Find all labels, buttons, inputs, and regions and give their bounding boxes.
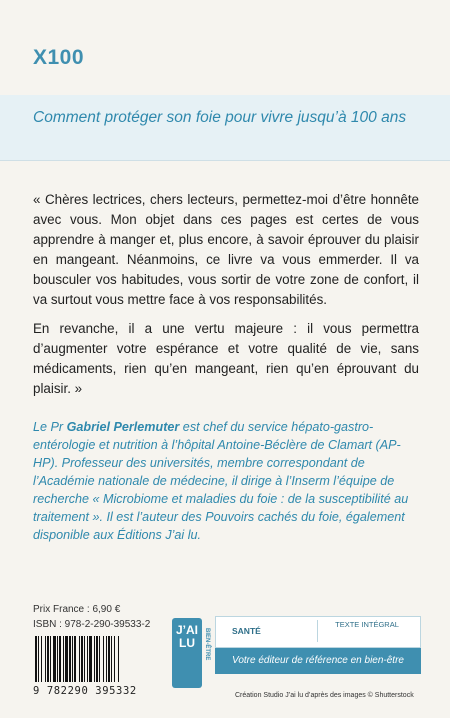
book-subtitle: Comment protéger son foie pour vivre jusqu’à 100 ans <box>33 109 407 126</box>
barcode-bar <box>59 636 61 682</box>
barcode-bar <box>111 636 112 682</box>
category-sante: SANTÉ <box>232 626 261 636</box>
series-title: X100 <box>33 46 85 69</box>
barcode-bar <box>108 636 110 682</box>
barcode-bar <box>63 636 64 682</box>
publisher-logo <box>172 618 210 688</box>
barcode-bar <box>47 636 49 682</box>
barcode-bar <box>69 636 71 682</box>
author-quote <box>33 190 419 408</box>
logo-text: J’AI LU <box>175 623 198 650</box>
barcode-bar <box>103 636 104 682</box>
barcode-bar <box>38 636 39 682</box>
quote-paragraph-1: « Chères lectrices, chers lecteurs, permettez-moi d’être honnête avec vous. Mon objet dans ces pages est certes de vous apprendre à manger et, plus encore, à savoir éprouver du plaisir en mangeant. Néanmoins, ce livre va vous emmerder. Il va bousculer vos habitudes, vous sortir de votre zone de confort, il va surtout vous mettre face à vos responsabilités. <box>33 192 419 307</box>
quote-paragraph-2: En revanche, il a une vertu majeure : il vous permettra d’augmenter votre espérance et votre qualité de vie, sans médicaments, rien qu’en mangeant, rien qu’en éprouvant du plaisir. » <box>33 321 419 396</box>
barcode-bar <box>99 636 100 682</box>
barcode-bar <box>84 636 85 682</box>
category-divider <box>317 620 318 642</box>
barcode-bar <box>41 636 42 682</box>
barcode-bar <box>50 636 51 682</box>
barcode-bar <box>118 636 119 682</box>
author-bio <box>33 418 419 544</box>
divider <box>0 160 450 161</box>
barcode-bar <box>87 636 88 682</box>
bio-text: est chef du service hépato-gastro-entérologie et nutrition à l’hôpital Antoine-Béclère de Clamart (AP-HP). Professeur des universités, membre correspondant de l’Académie nationale de médecine, il dirige à l’Inserm l’équipe de recherche « Microbiome et maladies du foie : de la susceptibilité au traitement ». Il est l’auteur des Pouvoirs cachés du foie, également disponible aux Éditions J’ai lu. <box>33 420 409 542</box>
barcode-bar <box>79 636 80 682</box>
barcode-bar <box>106 636 107 682</box>
logo-tagline: BIEN-ÊTRE <box>204 628 210 661</box>
price-label: Prix France : 6,90 € <box>33 604 121 615</box>
author-name: Gabriel Perlemuter <box>66 420 180 434</box>
barcode-bar <box>89 636 92 682</box>
barcode-bar <box>65 636 68 682</box>
image-credit: Création Studio J’ai lu d’après des images © Shutterstock <box>235 692 414 699</box>
barcode-bar <box>53 636 56 682</box>
bio-prefix: Le Pr <box>33 420 67 434</box>
barcode-number: 9 782290 395332 <box>33 685 137 697</box>
editor-tagline-banner: Votre éditeur de référence en bien-être <box>215 648 421 674</box>
category-texte-integral: TEXTE INTÉGRAL <box>335 620 399 629</box>
barcode-bar <box>35 636 37 682</box>
isbn-label: ISBN : 978-2-290-39533-2 <box>33 619 151 630</box>
barcode-bar <box>72 636 73 682</box>
barcode-icon <box>33 636 163 682</box>
barcode-bar <box>74 636 76 682</box>
barcode-bar <box>114 636 115 682</box>
barcode-bar <box>81 636 83 682</box>
barcode-bar <box>57 636 58 682</box>
barcode-bar <box>45 636 46 682</box>
barcode-bar <box>94 636 95 682</box>
barcode-bar <box>96 636 98 682</box>
